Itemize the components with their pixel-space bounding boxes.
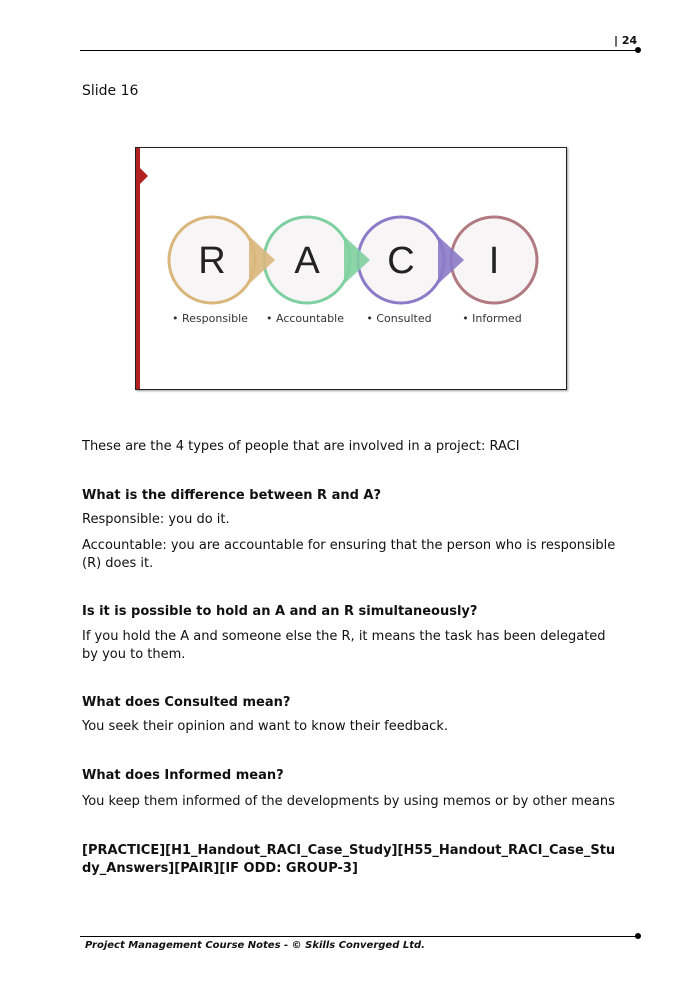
answer-a-and-r: If you hold the A and someone else the R, it means the task has been delegated by you to them. <box>82 629 606 662</box>
raci-letter-c: C <box>387 240 415 282</box>
raci-letter-r: R <box>198 240 226 282</box>
answer-informed: You keep them informed of the developments by using memos or by other means <box>82 794 615 809</box>
answer-accountable: Accountable: you are accountable for ensuring that the person who is responsible (R) does it. <box>82 538 616 571</box>
raci-label-informed: • Informed <box>462 312 522 325</box>
slide-label: Slide 16 <box>82 83 139 99</box>
footer-text: Project Management Course Notes - © Skills Converged Ltd. <box>85 940 425 951</box>
raci-letter-a: A <box>294 240 320 282</box>
question-r-vs-a: What is the difference between R and A? <box>82 488 382 503</box>
header-rule <box>80 50 638 51</box>
footer-rule <box>80 936 638 937</box>
slide-thumbnail <box>135 147 567 390</box>
question-consulted: What does Consulted mean? <box>82 695 291 710</box>
page-number: | 24 <box>614 34 638 47</box>
intro-text: These are the 4 types of people that are involved in a project: RACI <box>82 439 520 454</box>
footer-rule-dot <box>635 933 641 939</box>
raci-diagram <box>136 148 566 389</box>
header-rule-dot <box>635 47 641 53</box>
answer-consulted: You seek their opinion and want to know their feedback. <box>82 719 448 734</box>
practice-tags: [PRACTICE][H1_Handout_RACI_Case_Study][H55_Handout_RACI_Case_Study_Answers][PAIR][IF ODD: GROUP-3] <box>82 843 616 876</box>
question-informed: What does Informed mean? <box>82 768 284 783</box>
raci-label-responsible: • Responsible <box>172 312 248 325</box>
raci-letter-i: I <box>488 240 500 282</box>
raci-label-accountable: • Accountable <box>266 312 344 325</box>
raci-label-consulted: • Consulted <box>366 312 432 325</box>
answer-responsible: Responsible: you do it. <box>82 512 230 527</box>
question-a-and-r: Is it is possible to hold an A and an R simultaneously? <box>82 604 478 619</box>
